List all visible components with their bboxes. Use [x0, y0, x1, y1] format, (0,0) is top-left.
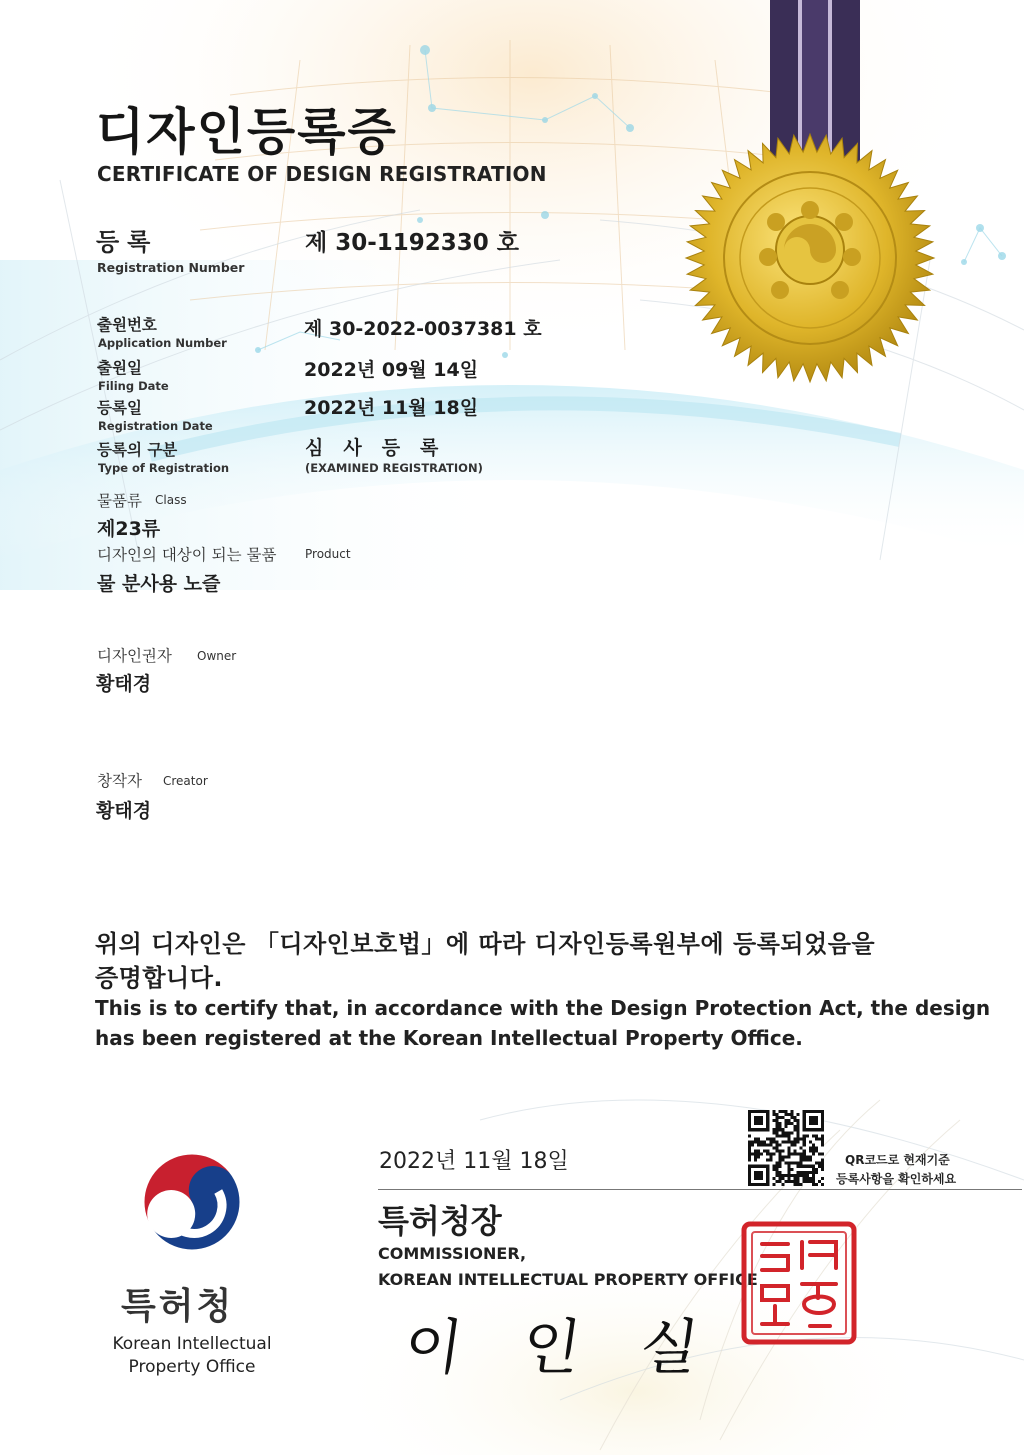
certification-en-line1: This is to certify that, in accordance with the Design Protection Act, the design: [95, 996, 991, 1020]
class-label-en: Class: [155, 493, 187, 507]
filing-date-value: 2022년 09월 14일: [304, 359, 479, 381]
registration-type-value-en: (EXAMINED REGISTRATION): [305, 461, 483, 475]
registration-type-label-en: Type of Registration: [98, 461, 230, 475]
application-label-en: Application Number: [98, 336, 227, 350]
qr-note-line2: 등록사항을 확인하세요: [836, 1172, 957, 1186]
registration-type-value-ko: 심사등록: [305, 437, 459, 459]
registration-label-ko: 등록: [96, 228, 159, 256]
official-stamp-icon: [740, 1220, 858, 1346]
certification-en-line2: has been registered at the Korean Intellectual Property Office.: [95, 1026, 803, 1050]
application-label-ko: 출원번호: [97, 316, 157, 334]
registration-label-en: Registration Number: [97, 260, 245, 275]
creator-label-ko: 창작자: [97, 772, 142, 790]
registration-date-value: 2022년 11월 18일: [304, 397, 479, 419]
certificate-title-en: CERTIFICATE OF DESIGN REGISTRATION: [97, 162, 547, 186]
owner-value: 황태경: [96, 673, 152, 695]
owner-label-ko: 디자인권자: [97, 647, 172, 665]
application-number-value: 제 30-2022-0037381 호: [304, 318, 542, 340]
filing-date-label-en: Filing Date: [98, 379, 169, 393]
issue-date: 2022년 11월 18일: [379, 1149, 569, 1174]
creator-label-en: Creator: [163, 774, 208, 788]
class-label-ko: 물품류: [97, 492, 142, 510]
certification-ko-line2: 증명합니다.: [95, 964, 224, 992]
registration-type-label-ko: 등록의 구분: [97, 441, 178, 459]
creator-value: 황태경: [96, 800, 152, 822]
office-name-en-line2: Property Office: [128, 1357, 256, 1377]
commissioner-title-en-line2: KOREAN INTELLECTUAL PROPERTY OFFICE: [378, 1270, 758, 1289]
owner-label-en: Owner: [197, 649, 237, 663]
certificate-title-ko: 디자인등록증: [96, 103, 398, 161]
product-label-en: Product: [305, 547, 351, 561]
kipo-logo-icon: [130, 1140, 254, 1264]
commissioner-signature: 이인실: [399, 1313, 764, 1383]
class-value: 제23류: [97, 518, 161, 540]
gold-seal-icon: [684, 132, 936, 384]
product-label-ko: 디자인의 대상이 되는 물품: [97, 546, 277, 564]
filing-date-label-ko: 출원일: [97, 359, 142, 377]
registration-date-label-en: Registration Date: [98, 419, 213, 433]
product-value: 물 분사용 노즐: [97, 573, 221, 595]
qr-note-line1: QR코드로 현재기준: [845, 1153, 950, 1167]
registration-date-label-ko: 등록일: [97, 399, 142, 417]
office-name-en-line1: Korean Intellectual: [112, 1334, 272, 1354]
registration-number-value: 제 30-1192330 호: [305, 230, 520, 256]
office-name-ko: 특허청: [121, 1286, 235, 1327]
certification-ko-line1: 위의 디자인은 「디자인보호법」에 따라 디자인등록원부에 등록되었음을: [95, 930, 876, 958]
commissioner-title-ko: 특허청장: [378, 1202, 502, 1240]
commissioner-title-en-line1: COMMISSIONER,: [378, 1244, 527, 1263]
qr-code-icon: [748, 1110, 824, 1186]
signature-divider: [378, 1189, 1022, 1190]
